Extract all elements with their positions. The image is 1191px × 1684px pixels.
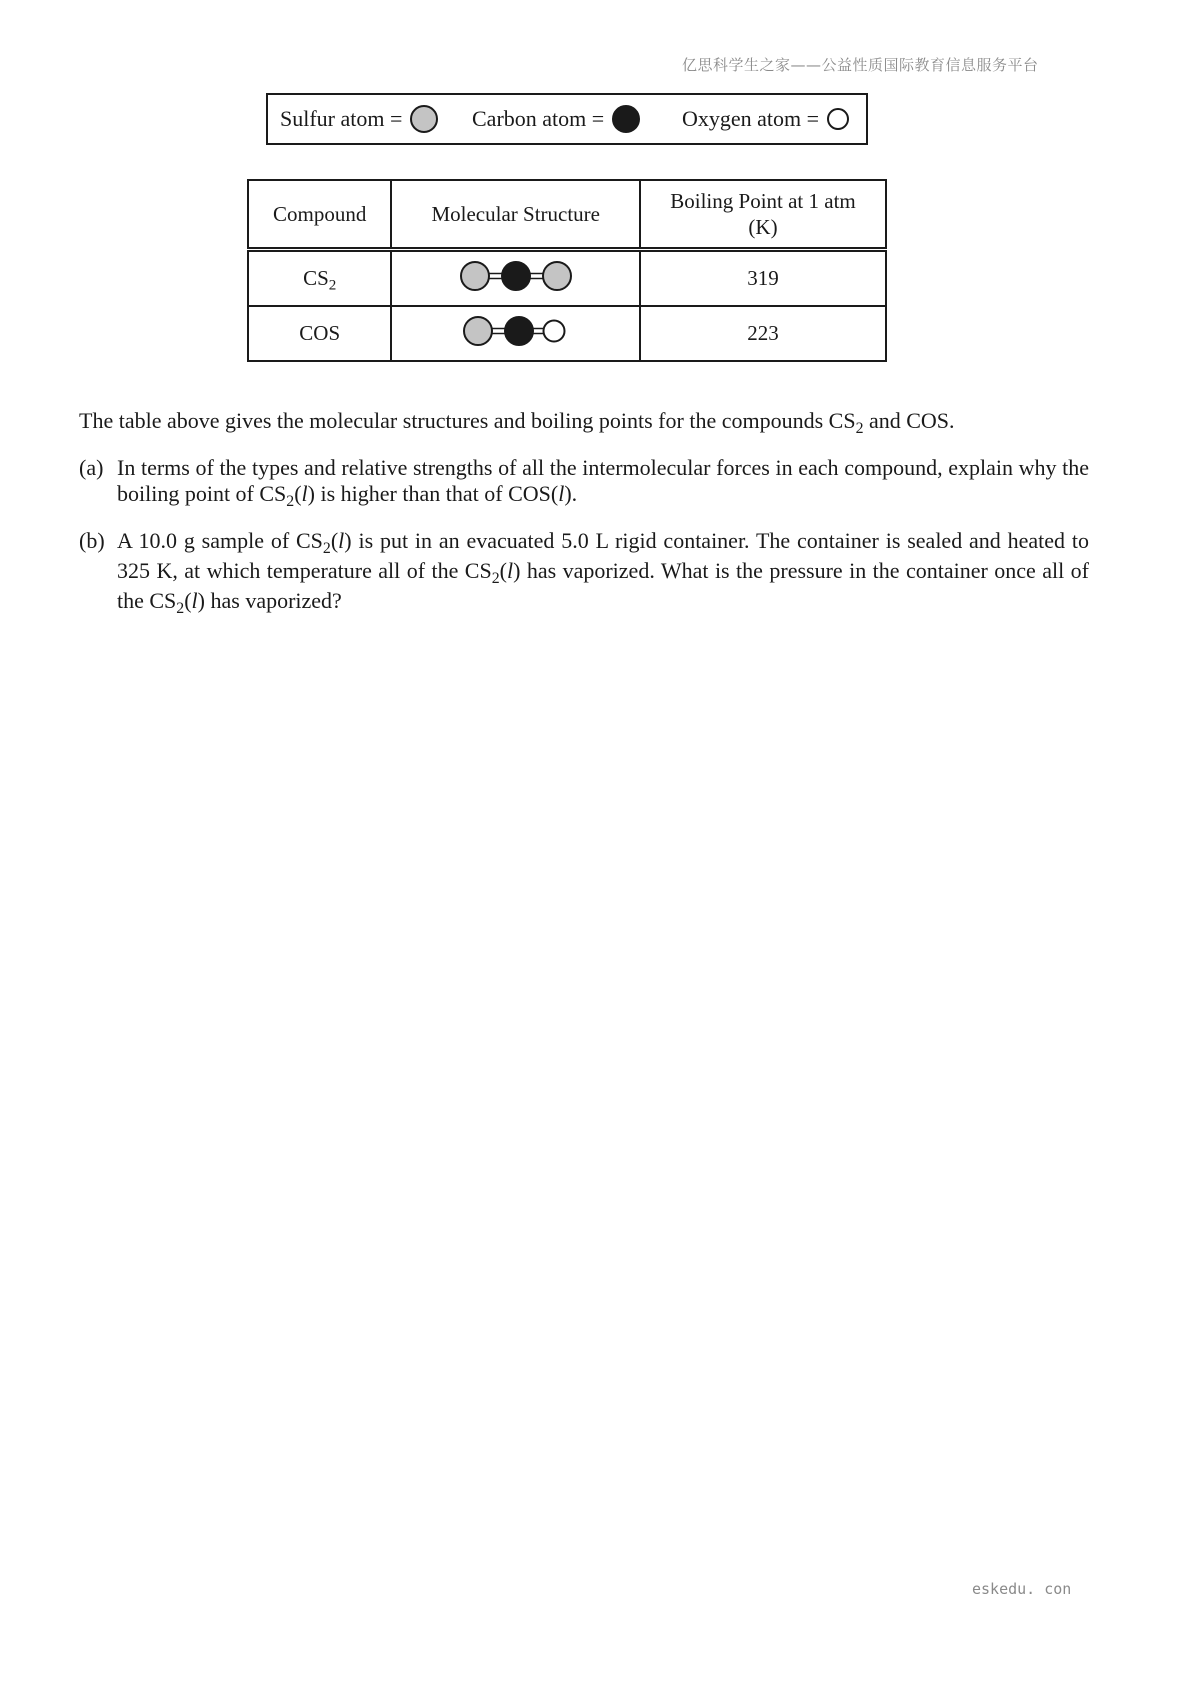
oxygen-atom-icon — [543, 320, 564, 341]
boiling-point-cell: 319 — [640, 250, 886, 307]
part-a-segment: ). — [564, 481, 578, 506]
structure-cell — [391, 250, 640, 307]
question-part-b — [79, 526, 1089, 616]
intro-text: and COS. — [863, 408, 955, 433]
compound-table — [247, 179, 887, 362]
header-boiling-point-line1: Boiling Point at 1 atm — [670, 189, 856, 213]
header-boiling-point — [640, 180, 886, 250]
compound-subscript: 2 — [328, 277, 337, 294]
header-watermark: 亿思科学生之家——公益性质国际教育信息服务平台 — [682, 56, 1039, 74]
compound-formula: CS — [303, 266, 329, 290]
compound-formula: COS — [299, 321, 341, 345]
part-b-segment: ( — [184, 588, 192, 613]
part-b-subscript: 2 — [491, 569, 500, 587]
header-structure: Molecular Structure — [391, 180, 640, 250]
intro-subscript: 2 — [855, 419, 864, 437]
legend-oxygen-label: Oxygen atom = — [682, 106, 820, 131]
header-boiling-point-line2: (K) — [748, 215, 778, 239]
part-b-segment: ) is put in an evacuated 5.0 L rigid container. The container is sealed and heated to 325 K, at which temperature all of the CS — [117, 528, 1089, 583]
carbon-atom-icon — [505, 317, 533, 345]
legend-sulfur — [280, 95, 438, 143]
part-b-segment: ) has vaporized. What is the pressure in the container once all of the CS — [117, 558, 1089, 613]
part-b-italic: l — [506, 558, 514, 583]
intro-text: The table above gives the molecular structures and boiling points for the compounds CS — [79, 408, 856, 433]
part-b-segment: ( — [499, 558, 507, 583]
part-a-italic: l — [301, 481, 308, 506]
part-b-text — [117, 526, 1089, 616]
part-b-segment: ( — [330, 528, 339, 553]
sulfur-atom-icon — [543, 262, 571, 290]
legend-oxygen — [682, 95, 849, 143]
question-part-a — [79, 455, 1089, 510]
sulfur-atom-icon — [461, 262, 489, 290]
part-a-segment: In terms of the types and relative strengths of all the intermolecular forces in each compound, explain why the boiling point of CS — [117, 455, 1089, 506]
table-row — [248, 306, 886, 361]
carbon-atom-icon — [612, 105, 640, 133]
compound-cell — [248, 306, 391, 361]
part-b-italic: l — [338, 528, 345, 553]
boiling-point-cell: 223 — [640, 306, 886, 361]
legend-sulfur-label: Sulfur atom = — [280, 106, 403, 131]
sulfur-atom-icon — [410, 105, 438, 133]
atom-legend — [266, 93, 868, 145]
part-b-italic: l — [191, 588, 198, 613]
part-a-label: (a) — [79, 455, 104, 480]
part-a-italic: l — [558, 481, 565, 506]
part-a-segment: ) is higher than that of COS( — [307, 481, 559, 506]
sulfur-atom-icon — [464, 317, 492, 345]
part-b-segment: A 10.0 g sample of CS — [117, 528, 323, 553]
part-b-subscript: 2 — [176, 599, 185, 617]
part-a-segment: ( — [294, 481, 302, 506]
cs2-molecule-diagram — [456, 258, 576, 294]
cos-molecule-diagram — [456, 313, 576, 349]
part-b-subscript: 2 — [322, 539, 331, 557]
part-a-subscript: 2 — [286, 492, 295, 510]
part-b-segment: ) has vaporized? — [197, 588, 342, 613]
footer-watermark: eskedu. con — [972, 1580, 1072, 1598]
compound-cell — [248, 250, 391, 307]
structure-cell — [391, 306, 640, 361]
header-compound: Compound — [248, 180, 391, 250]
legend-carbon-label: Carbon atom = — [472, 106, 605, 131]
part-b-label: (b) — [79, 528, 105, 553]
table-row — [248, 250, 886, 307]
oxygen-atom-icon — [827, 108, 849, 130]
table-header-row — [248, 180, 886, 250]
part-a-text — [117, 455, 1089, 510]
carbon-atom-icon — [502, 262, 530, 290]
legend-carbon — [472, 95, 640, 143]
intro-paragraph — [79, 406, 1089, 436]
